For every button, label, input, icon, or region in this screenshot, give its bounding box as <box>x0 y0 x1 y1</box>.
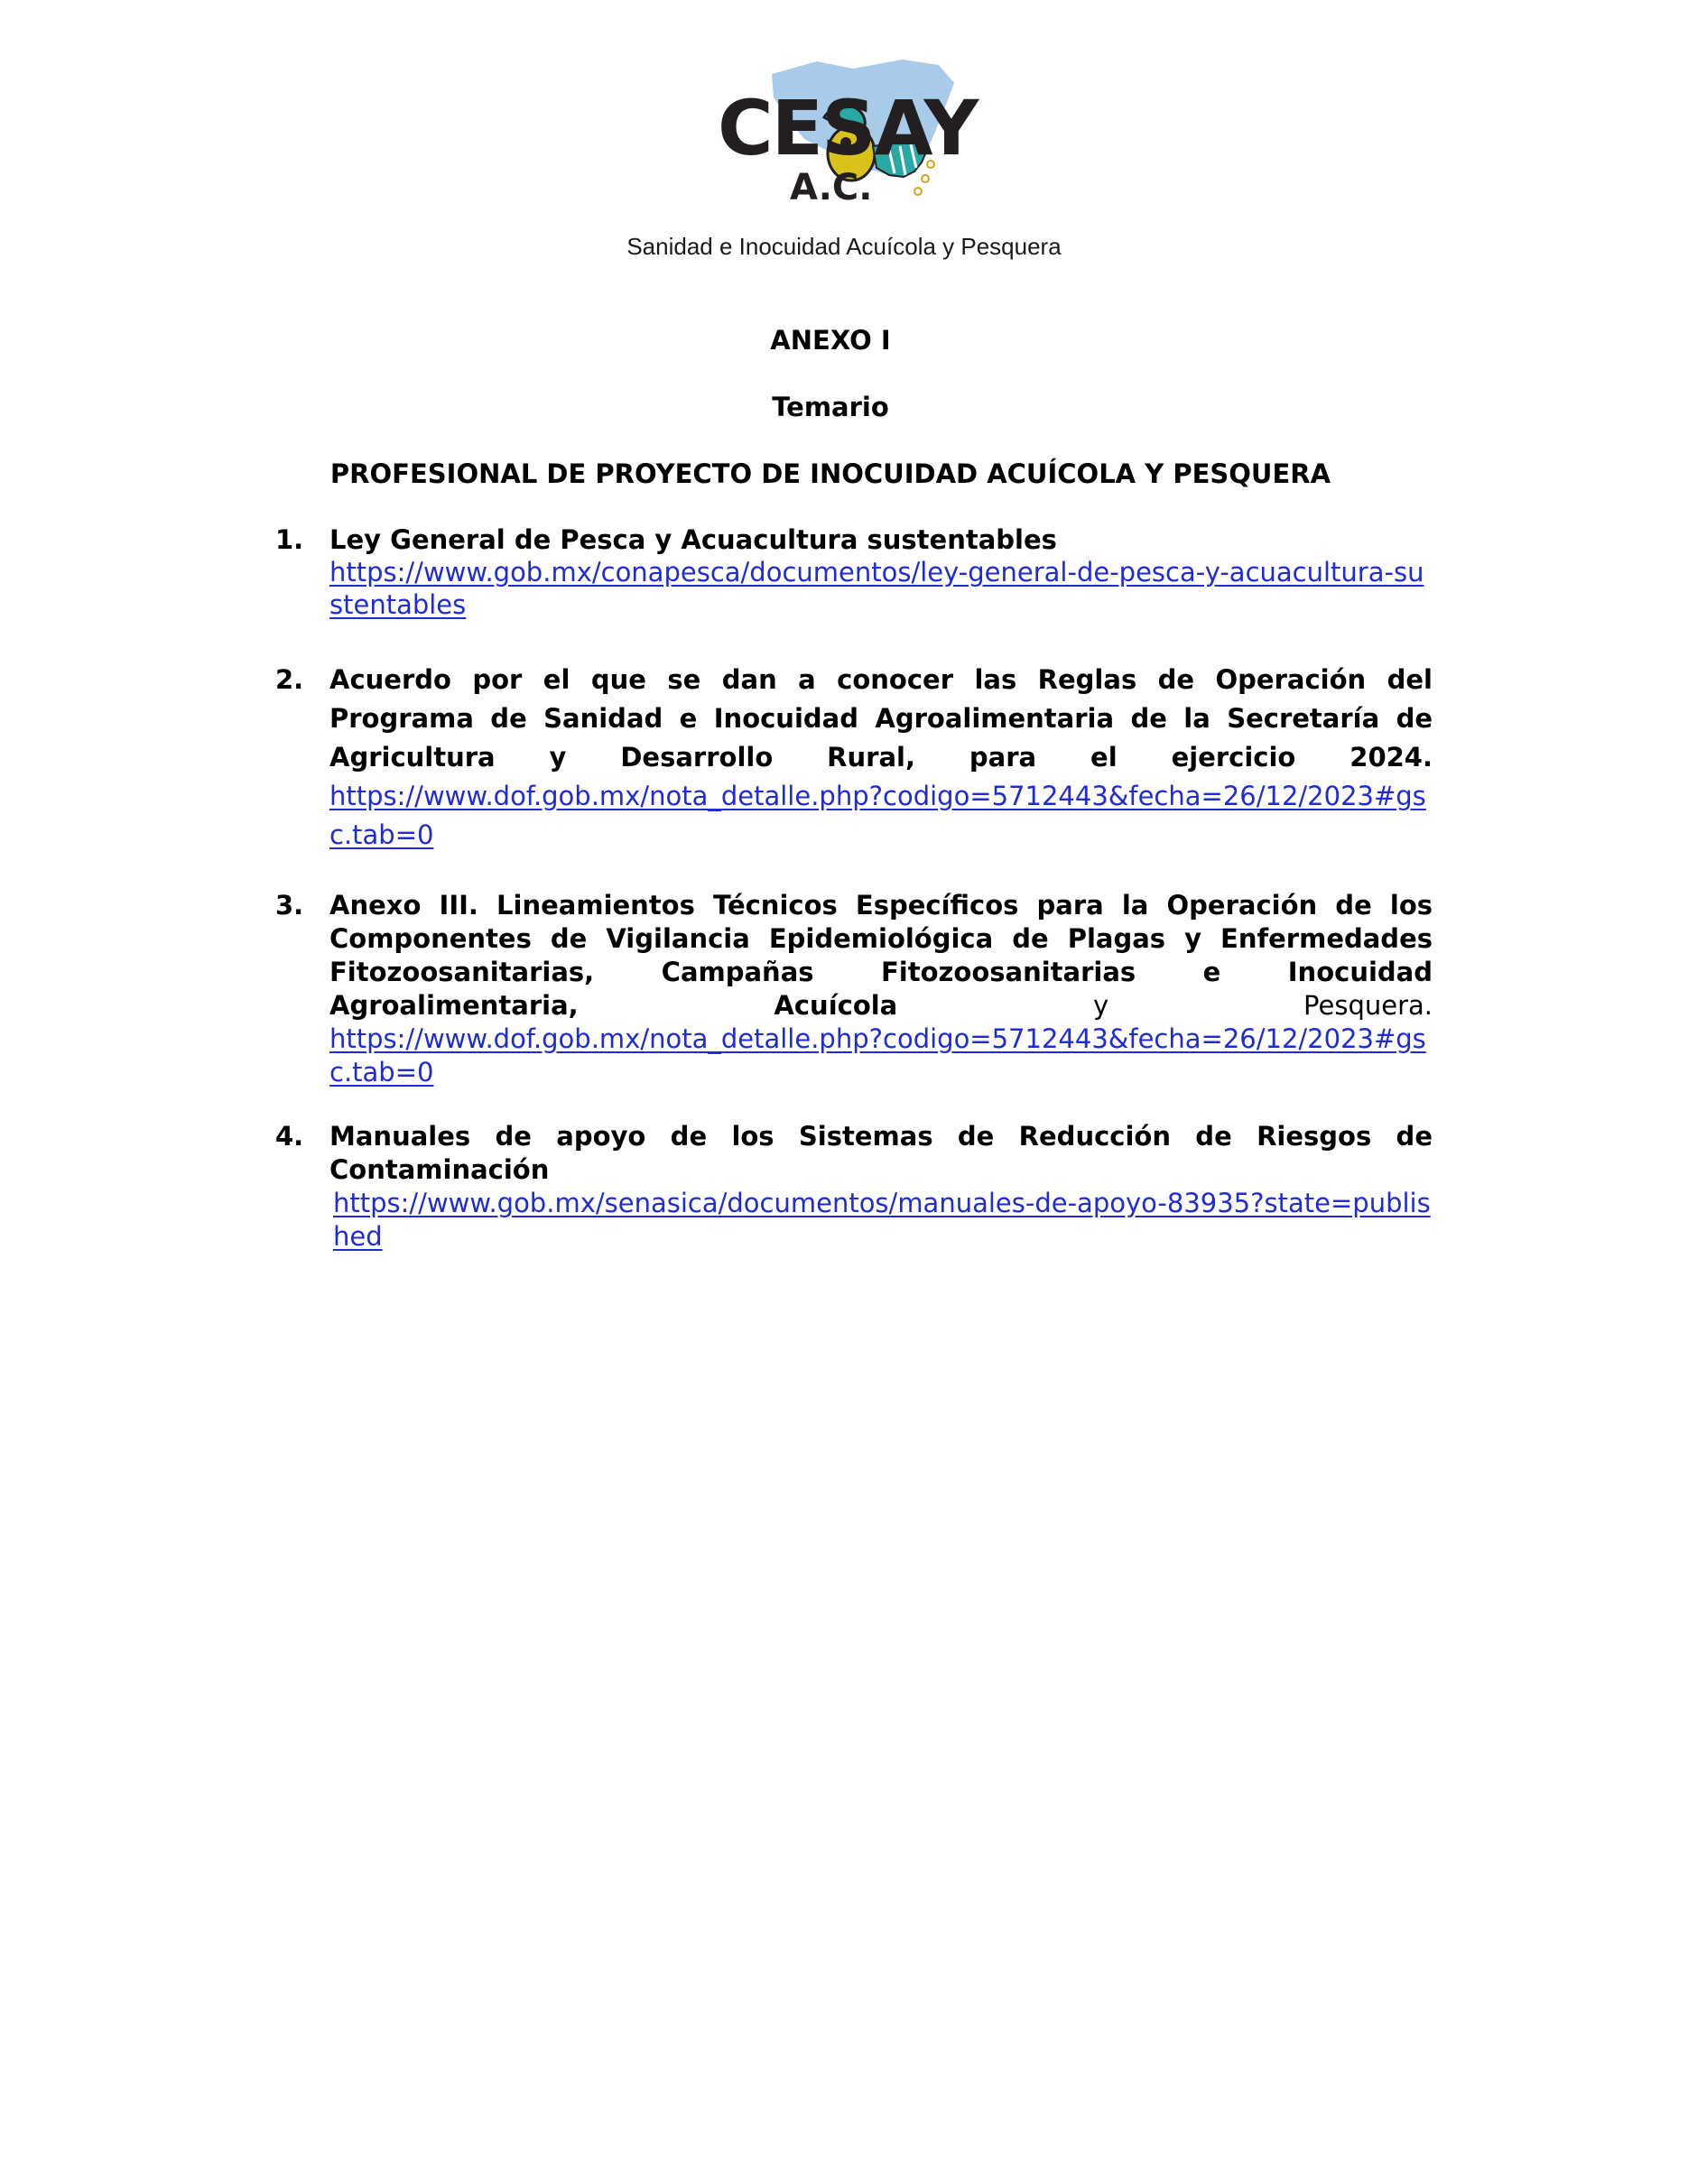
item-link[interactable]: https://www.gob.mx/conapesca/documentos/ley-general-de-pesca-y-acuacultura-sustentables <box>329 557 1424 620</box>
item-number: 4. <box>275 1121 304 1152</box>
temario-heading: Temario <box>772 392 889 422</box>
item-number: 2. <box>275 664 304 695</box>
item-link[interactable]: https://www.gob.mx/senasica/documentos/manuales-de-apoyo-83935?state=published <box>333 1188 1431 1252</box>
cesay-logo <box>718 56 978 218</box>
item-body <box>329 889 1433 1089</box>
tagline: Sanidad e Inocuidad Acuícola y Pesquera <box>626 233 1062 260</box>
item-text: Acuerdo por el que se dan a conocer las Reglas de Operación del Programa de Sanidad e Inocuidad Agroalimentaria de la Secretaría de Agricultura y Desarrollo Rural, para el ejercicio 2024. <box>329 664 1433 773</box>
logo-wordmark: CESAY <box>718 84 978 172</box>
logo-subtext: A.C. <box>790 167 873 208</box>
item-text: Manuales de apoyo de los Sistemas de Reducción de Riesgos de Contaminación <box>329 1121 1433 1185</box>
document-title: PROFESIONAL DE PROYECTO DE INOCUIDAD ACUÍCOLA Y PESQUERA <box>329 458 1331 489</box>
item-number: 1. <box>275 524 304 555</box>
item-link[interactable]: https://www.dof.gob.mx/nota_detalle.php?codigo=5712443&fecha=26/12/2023#gsc.tab=0 <box>329 1023 1426 1087</box>
item-text: Ley General de Pesca y Acuacultura sustentables <box>329 524 1057 555</box>
item-number: 3. <box>275 890 304 921</box>
item-body <box>329 1120 1433 1254</box>
item-link-block <box>324 1187 1433 1254</box>
item-text-block <box>329 889 1433 1023</box>
item-link-block <box>329 556 1433 621</box>
item-body <box>329 661 1433 855</box>
item-link-block <box>329 777 1433 855</box>
item-link-block <box>329 1023 1433 1089</box>
item-body <box>329 523 1433 621</box>
item-text: Anexo III. Lineamientos Técnicos Específicos para la Operación de los Componentes de Vigilancia Epidemiológica de Plagas y Enfermedades Fitozoosanitarias, Campañas Fitozoosanitarias e Inocuidad Agroalimentaria, Acuícola <box>329 890 1433 1021</box>
item-text-plain: y Pesquera. <box>1093 990 1433 1021</box>
annex-heading: ANEXO I <box>770 325 891 356</box>
item-link[interactable]: https://www.dof.gob.mx/nota_detalle.php?codigo=5712443&fecha=26/12/2023#gsc.tab=0 <box>329 781 1426 850</box>
